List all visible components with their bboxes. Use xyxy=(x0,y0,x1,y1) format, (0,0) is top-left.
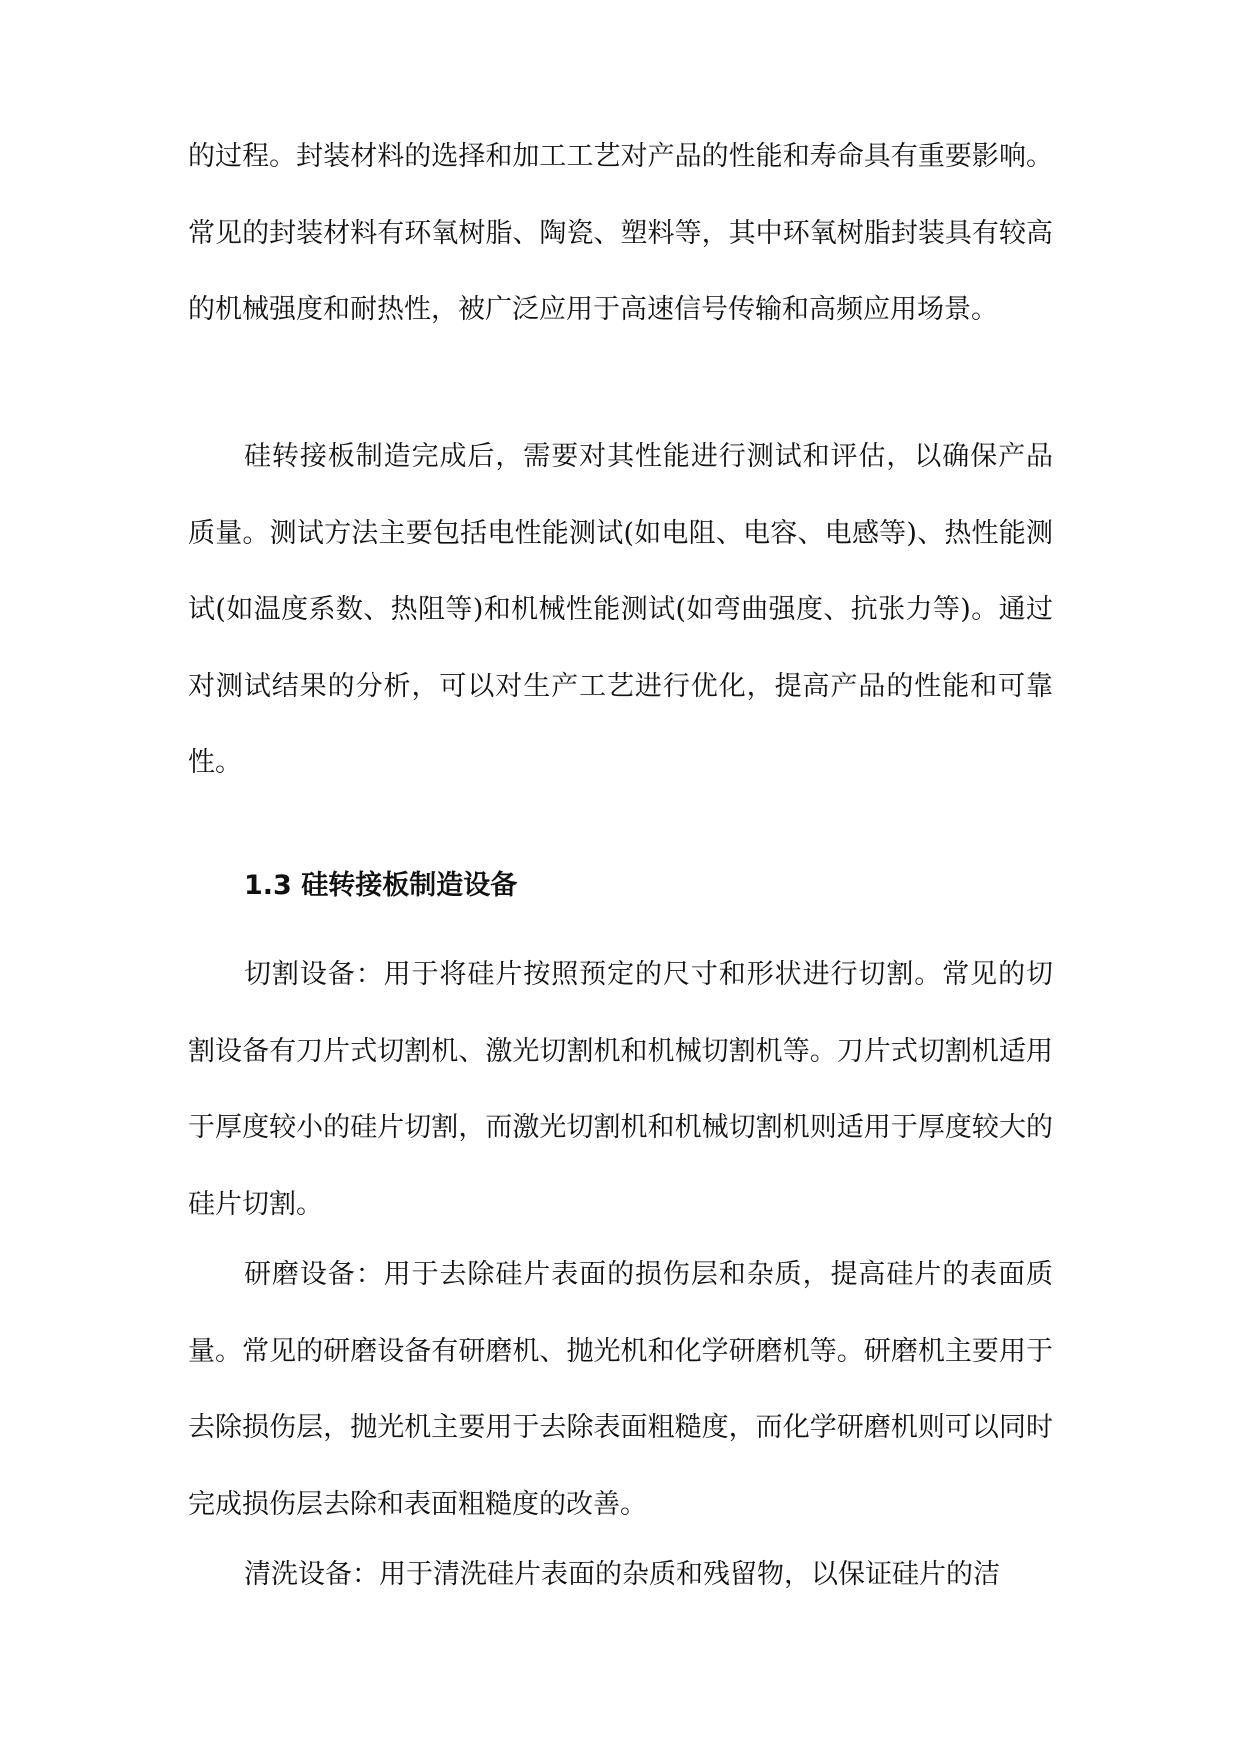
paragraph-packaging-materials: 的过程。封装材料的选择和加工工艺对产品的性能和寿命具有重要影响。常见的封装材料有环氧树脂、陶瓷、塑料等，其中环氧树脂封装具有较高的机械强度和耐热性，被广泛应用于高速信号传输和高频应用场景。 xyxy=(188,141,1053,325)
section-heading: 1.3 硅转接板制造设备 xyxy=(244,870,518,901)
paragraph-cleaning-equipment: 清洗设备：用于清洗硅片表面的杂质和残留物，以保证硅片的洁 xyxy=(244,1559,1000,1590)
paragraph-testing: 硅转接板制造完成后，需要对其性能进行测试和评估，以确保产品质量。测试方法主要包括电性能测试(如电阻、电容、电感等)、热性能测试(如温度系数、热阻等)和机械性能测试(如弯曲强度、抗张力等)。通过对测试结果的分析，可以对生产工艺进行优化，提高产品的性能和可靠性。 xyxy=(188,441,1053,778)
paragraph-grinding-equipment: 研磨设备：用于去除硅片表面的损伤层和杂质，提高硅片的表面质量。常见的研磨设备有研磨机、抛光机和化学研磨机等。研磨机主要用于去除损伤层，抛光机主要用于去除表面粗糙度，而化学研磨机则可以同时完成损伤层去除和表面粗糙度的改善。 xyxy=(188,1259,1053,1520)
paragraph-cutting-equipment: 切割设备：用于将硅片按照预定的尺寸和形状进行切割。常见的切割设备有刀片式切割机、激光切割机和机械切割机等。刀片式切割机适用于厚度较小的硅片切割，而激光切割机和机械切割机则适用于厚度较大的硅片切割。 xyxy=(188,959,1053,1220)
